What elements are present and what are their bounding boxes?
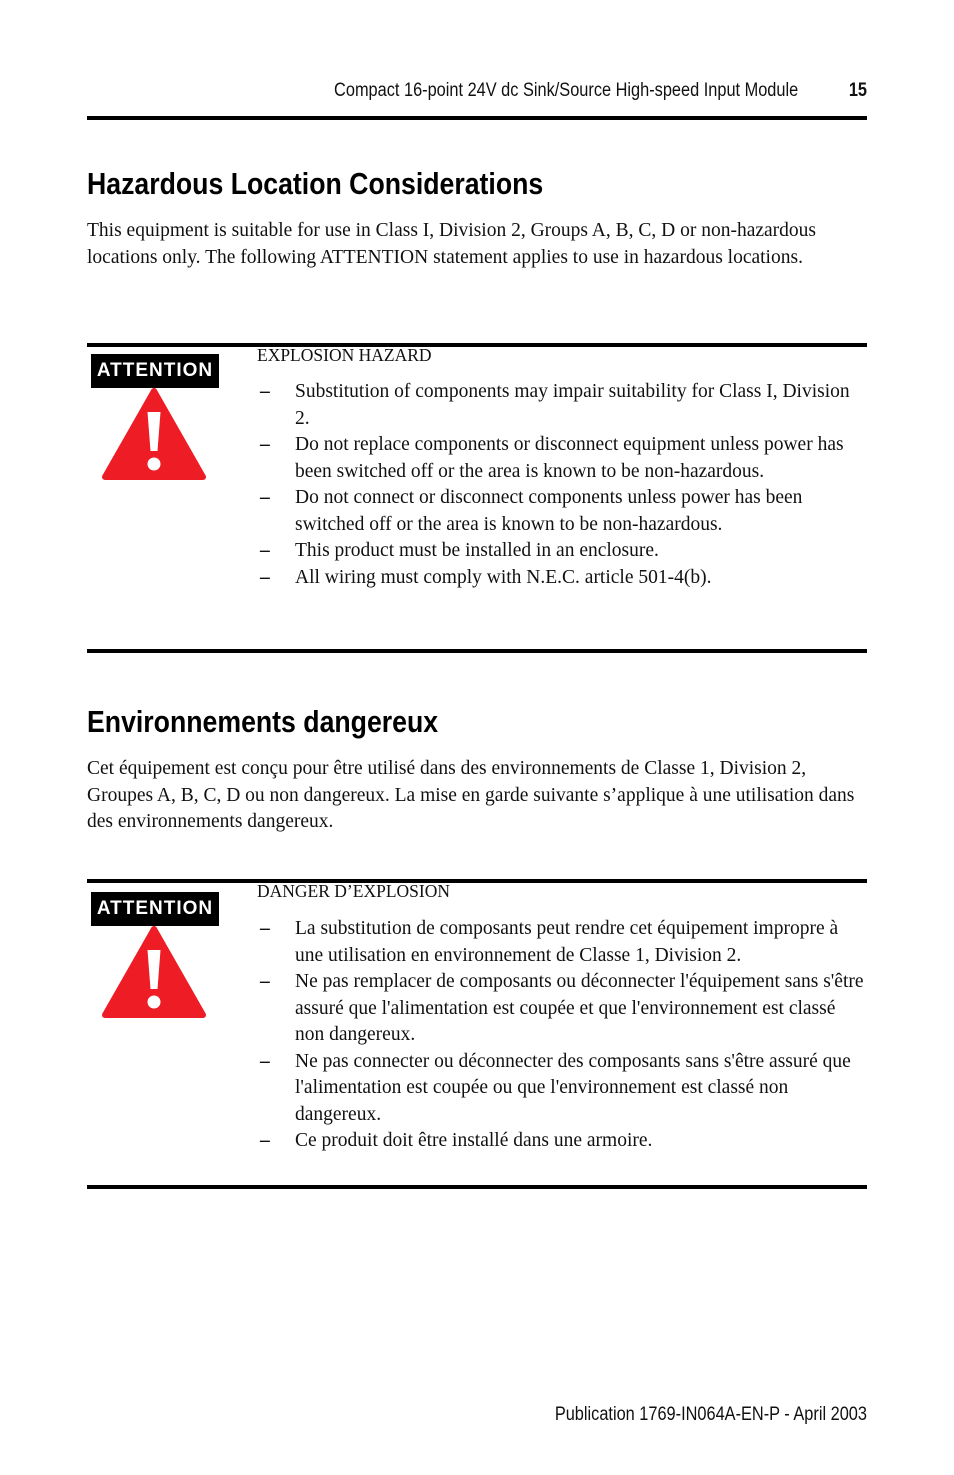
header-title: Compact 16-point 24V dc Sink/Source High-speed Input Module (334, 80, 799, 101)
publication-footer: Publication 1769-IN064A-EN-P - April 2003 (554, 1404, 867, 1425)
attention-list-en (257, 379, 867, 591)
attention-list-fr (257, 916, 867, 1155)
page-number: 15 (848, 80, 867, 101)
intro-paragraph-en: This equipment is suitable for use in Class I, Division 2, Groups A, B, C, D or non-hazardous locations only. The following ATTENTION statement applies to use in hazardous locations. (87, 220, 817, 268)
attention-title-fr: DANGER D’EXPLOSION (257, 881, 450, 901)
running-header (196, 80, 867, 110)
section-heading-en: Hazardous Location Considerations (87, 166, 544, 201)
attention-title-en: EXPLOSION HAZARD (257, 345, 432, 365)
warning-triangle-icon (102, 388, 206, 482)
intro-paragraph-fr: Cet équipement est conçu pour être utilisé dans des environnements de Classe 1, Division 2, Groupes A, B, C, D ou non dangereux. La mise en garde suivante s’applique à une utilisation dans des environnements dangereux. (87, 758, 855, 832)
list-item: – La substitution de composants peut rendre cet équipement impropre à une utilisation en environnement de Classe 1, Division 2. (260, 918, 839, 966)
list-item: – This product must be installed in an enclosure. (260, 540, 659, 561)
warning-triangle-icon (102, 926, 206, 1020)
list-item: – Substitution of components may impair suitability for Class I, Division 2. (260, 381, 850, 429)
attention-top-rule-fr (87, 879, 867, 883)
attention-bottom-rule-fr (87, 1185, 867, 1189)
section-heading-fr: Environnements dangereux (87, 704, 439, 739)
list-item: – All wiring must comply with N.E.C. article 501-4(b). (260, 566, 712, 588)
list-item: – Ne pas remplacer de composants ou déconnecter l'équipement sans s'être assuré que l'alimentation est coupée et que l'environnement est classé non dangereux. (260, 971, 864, 1045)
attention-bottom-rule-en (87, 649, 867, 653)
attention-badge-en: ATTENTION (91, 354, 219, 388)
list-item: – Ne pas connecter ou déconnecter des composants sans s'être assuré que l'alimentation est coupée ou que l'environnement est classé non dangereux. (260, 1050, 851, 1125)
list-item: – Ce produit doit être installé dans une armoire. (260, 1130, 653, 1151)
attention-top-rule-en (87, 343, 867, 347)
attention-badge-fr: ATTENTION (91, 892, 219, 926)
list-item: – Do not replace components or disconnect equipment unless power has been switched off or the area is known to be non-hazardous. (260, 434, 844, 482)
list-item: – Do not connect or disconnect components unless power has been switched off or the area is known to be non-hazardous. (260, 487, 803, 535)
header-rule (87, 116, 867, 120)
